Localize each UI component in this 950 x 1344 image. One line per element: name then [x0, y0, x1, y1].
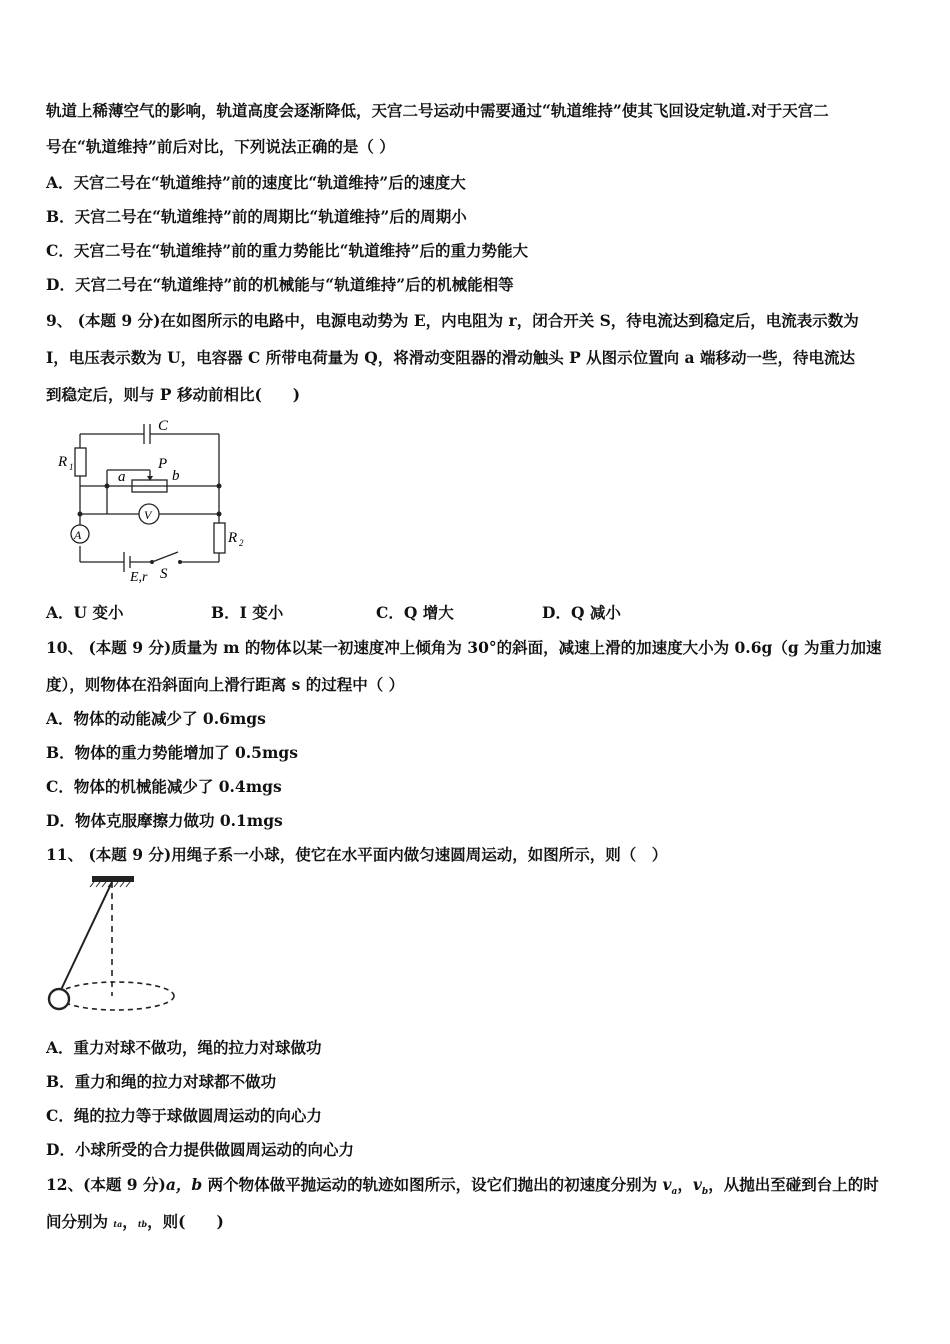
label-r2-sub: 2: [239, 538, 244, 548]
q8-option-a: A．天宫二号在“轨道维持”前的速度比“轨道维持”后的速度大: [46, 173, 466, 192]
q9-option-c: C．Q 增大: [376, 603, 454, 622]
q12-vars: a，b: [165, 1175, 203, 1194]
q12-mid: 两个物体做平抛运动的轨迹如图所示，设它们抛出的初速度分别为: [202, 1175, 663, 1194]
q8-option-d: D．天宫二号在“轨道维持”前的机械能与“轨道维持”后的机械能相等: [46, 275, 514, 294]
q12-comma: ，: [677, 1175, 693, 1194]
q12-line2-end: ，则( ): [147, 1212, 224, 1231]
pendulum-diagram: [44, 872, 184, 1022]
q12-prefix: 12、(本题 9 分): [46, 1175, 166, 1194]
intro-line-1: 轨道上稀薄空气的影响，轨道高度会逐渐降低，天宫二号运动中需要通过“轨道维持”使其飞回设定轨道.对于天宫二: [46, 101, 829, 120]
q10-option-a: A．物体的动能减少了 0.6mgs: [46, 709, 266, 728]
q9-option-a: A．U 变小: [46, 603, 124, 622]
q12-tb: tb: [137, 1219, 148, 1229]
q10-line-1: 10、 (本题 9 分)质量为 m 的物体以某一初速度冲上倾角为 30°的斜面，减速上滑的加速度大小为 0.6g（g 为重力加速: [46, 638, 882, 657]
q12-va-sub: a: [671, 1187, 678, 1198]
q11-option-c: C．绳的拉力等于球做圆周运动的向心力: [46, 1106, 322, 1125]
q12-vb: v: [692, 1175, 702, 1194]
label-p: P: [158, 456, 168, 472]
q9-option-b: B．I 变小: [211, 603, 284, 622]
q11-option-d: D．小球所受的合力提供做圆周运动的向心力: [46, 1140, 354, 1159]
q11-option-a: A．重力对球不做功，绳的拉力对球做功: [46, 1038, 322, 1057]
q10-option-c: C．物体的机械能减少了 0.4mgs: [46, 777, 282, 796]
label-r1: R: [58, 454, 68, 470]
q12-line-2: 间分别为 ta，tb，则( ): [46, 1212, 224, 1231]
label-er: E,r: [130, 570, 148, 585]
q12-va: v: [662, 1175, 672, 1194]
label-r2: R: [228, 530, 238, 546]
voltmeter-symbol: V: [144, 508, 152, 522]
label-s: S: [160, 566, 168, 582]
q12-ta: ta: [113, 1219, 123, 1229]
q9-line-3: 到稳定后，则与 P 移动前相比( ): [46, 385, 301, 404]
label-b: b: [172, 468, 180, 484]
circuit-diagram: [52, 416, 257, 591]
q10-option-d: D．物体克服摩擦力做功 0.1mgs: [46, 811, 283, 830]
q9-line-2: I，电压表示数为 U，电容器 C 所带电荷量为 Q，将滑动变阻器的滑动触头 P 从图示位置向 a 端移动一些，待电流达: [46, 348, 855, 367]
q8-option-b: B．天宫二号在“轨道维持”前的周期比“轨道维持”后的周期小: [46, 207, 467, 226]
q12-line-1: [46, 1175, 879, 1202]
q9-line-1: 9、 (本题 9 分)在如图所示的电路中，电源电动势为 E，内电阻为 r，闭合开关 S，待电流达到稳定后，电流表示数为: [46, 311, 859, 330]
q12-line2-prefix: 间分别为: [46, 1212, 114, 1231]
q9-option-d: D．Q 减小: [542, 603, 621, 622]
q8-option-c: C．天宫二号在“轨道维持”前的重力势能比“轨道维持”后的重力势能大: [46, 241, 529, 260]
label-r1-sub: 1: [69, 462, 74, 472]
q10-line-2: 度），则物体在沿斜面向上滑行距离 s 的过程中（ ）: [46, 675, 405, 694]
q10-option-b: B．物体的重力势能增加了 0.5mgs: [46, 743, 298, 762]
ammeter-symbol: A: [74, 528, 82, 542]
q12-vb-sub: b: [701, 1187, 709, 1198]
label-a: a: [118, 469, 126, 485]
q12-end: ，从抛出至碰到台上的时: [708, 1175, 879, 1194]
q11-line-1: 11、 (本题 9 分)用绳子系一小球，使它在水平面内做匀速圆周运动，如图所示，则（ ）: [46, 845, 668, 864]
q11-option-b: B．重力和绳的拉力对球都不做功: [46, 1072, 277, 1091]
intro-line-2: 号在“轨道维持”前后对比，下列说法正确的是（ ）: [46, 137, 395, 156]
label-c: C: [158, 418, 169, 434]
